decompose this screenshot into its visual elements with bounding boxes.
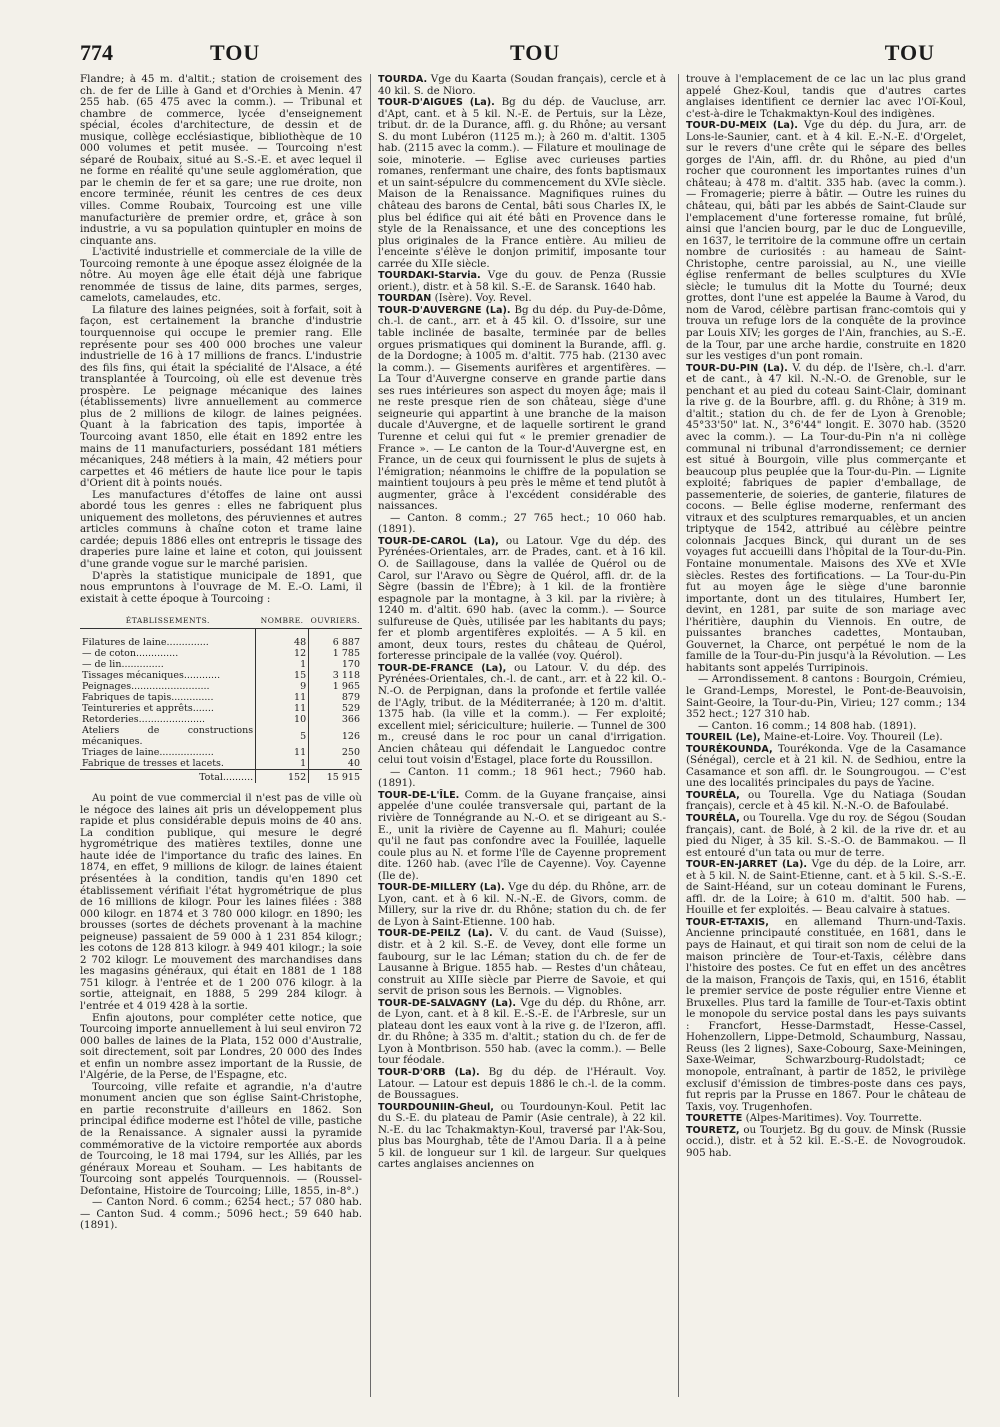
table-row xyxy=(80,692,362,703)
header-left: TOU xyxy=(210,40,261,65)
paragraph: D'après la statistique municipale de 1891, que nous empruntons à l'ouvrage de M. E.-O. Lami, il existait à cette époque à Tourcoing : xyxy=(80,569,362,605)
entry-text: ou Latour. V. du dép. des Pyrénées-Orientales, ch.-l. de cant., arr. et à 22 kil. O.-N.-O. de Perpignan, dans la profonde et fertile vallée de l'Agly, tribut. de la Méditerranée; à 120 m. d'altit. 1375 hab. (la ville et la comm.). — Fer exploité; excellent miel; sériciculture; huilerie. — Tunnel de 300 m., creusé dans le roc pour un canal d'irrigation. Ancien château qui défendait le Languedoc contre celui tout voisin d'Estagel, place forte du Roussillon. xyxy=(378,661,666,767)
entry-tourda xyxy=(378,74,666,97)
entry-tour-de-france xyxy=(378,663,666,767)
entry-tourdaki xyxy=(378,270,666,293)
headword: TOUR-D'AIGUES (La). xyxy=(378,97,495,109)
ouvriers-cell: 40 xyxy=(309,758,362,770)
headword: TOUR-DE-CAROL (La), xyxy=(378,535,499,547)
canton-stats: — Canton Nord. 6 comm.; 6254 hect.; 57 080 hab. — Canton Sud. 4 comm.; 5096 hect.; 59 640 hab. (1891). xyxy=(80,1196,362,1232)
ouvriers-cell: 6 887 xyxy=(309,629,362,649)
nombre-cell: 1 xyxy=(256,758,309,770)
headword: TOURETZ, xyxy=(686,1124,740,1136)
column-3 xyxy=(678,74,970,1397)
ouvriers-cell: 1 785 xyxy=(309,648,362,659)
ouvriers-cell: 366 xyxy=(309,714,362,725)
headword: TOUR-DE-PEILZ (La). xyxy=(378,928,493,940)
ouvriers-cell: 3 118 xyxy=(309,670,362,681)
entry-text: (Isère). Voy. Revel. xyxy=(431,292,532,305)
paragraph: trouve à l'emplacement de ce lac un lac plus grand appelé Ghez-Koul, tandis que d'autres cartes anglaises identifient ce dernier lac avec l'Oï-Koul, c'est-à-dire le Tchakmaktyn-Koul des indigènes. xyxy=(686,74,966,120)
paragraph: Flandre; à 45 m. d'altit.; station de croisement des ch. de fer de Lille à Gand et d'Orchies à Menin. 47 255 hab. (65 475 avec la comm.). — Tribunal et chambre de commerce, lycée d'enseignement spécial, écoles d'architecture, de dessin et de musique, collège ecclésiastique, bibliothèque de 10 000 volumes et petit musée. — Tourcoing n'est séparé de Roubaix, situé au S.-S.-E. et avec lequel il ne forme en réalité qu'une seule agglomération, que par le chemin de fer et sa gare; une rue droite, non encore terminée, réunit les centres de ces deux villes. Comme Roubaix, Tourcoing est une ville manufacturière de premier ordre, et, grâce à son industrie, a vu sa population quintupler en moins de cinquante ans. xyxy=(80,74,362,247)
page-number: 774 xyxy=(80,40,113,65)
header-right: TOU xyxy=(884,40,935,65)
entry-text: Vge du dép. de la Loire, arr. et à 5 kil. N. de Saint-Etienne, cant. et à 5 kil. S.-S.-E. de Saint-Héand, sur un coteau dominant le Furens, affl. dr. de la Loire; à 610 m. d'altit. 500 hab. — Houille et fer exploités. — Beau calvaire à statues. xyxy=(686,858,966,917)
establishment-name: Teintureries et apprêts....... xyxy=(82,703,214,715)
entry-tour-en-jarret xyxy=(686,859,966,917)
table-row xyxy=(80,747,362,758)
nombre-cell: 48 xyxy=(256,629,309,649)
ouvriers-cell: 170 xyxy=(309,659,362,670)
establishments-table xyxy=(80,613,362,783)
table-header: OUVRIERS. xyxy=(309,613,362,629)
paragraph: Enfin ajoutons, pour compléter cette notice, que Tourcoing importe annuellement à lui seul environ 72 000 balles de laines de la Plata, 152 000 d'Australie, soit directement, soit par Londres, 20 000 des Indes et enfin un nombre assez important de la Russie, de l'Algérie, de la Perse, de l'Espagne, etc. xyxy=(80,1011,362,1082)
entry-text: Tourékonda. Vge de la Casamance (Sénégal), cercle et à 21 kil. N. de Sedhiou, entre la Casamance et son affl. dr. le Soungrougou. — C'est une des localités principales du pays de Yacine. xyxy=(686,742,966,790)
entry-text: Vge du dép. du Jura, arr. de Lons-le-Saunier, cant. et à 4 kil. E.-N.-E. d'Orgelet, sur le revers d'une crête qui le sépare des belles gorges de l'Ain, affl. dr. du Rhône, au pied d'un rocher que couronnent les importantes ruines d'un château; à 478 m. d'altit. 335 hab. (avec la comm.). — Fromagerie; pierre à bâtir. — Outre les ruines du château, qui, bâti par les abbés de Saint-Claude sur l'emplacement d'une forteresse romaine, fut brûlé, ainsi que l'ancien bourg, par le duc de Longueville, en 1637, le territoire de la commune offre un certain nombre de curiosités : au hameau de Saint-Christophe, centre paroissial, au N., une vieille église renfermant de belles sculptures du XVIe siècle; le tumulus dit la Motte du Tourné; deux grottes, dont l'une est appelée la Baume à Varod, du nom de Varod, célèbre partisan franc-comtois qui y trouva un refuge lors de la conquête de la province par Louis XIV; les gorges de l'Ain, franchies, au S.-E. de la Tour, par une arche hardie, construite en 1820 sur les vestiges d'un pont romain. xyxy=(686,119,966,363)
establishment-name: Fabrique de tresses et lacets. xyxy=(82,758,224,770)
entry-tour-du-pin xyxy=(686,363,966,675)
headword: TOURETTE xyxy=(686,1113,743,1125)
arrondissement-stats: — Arrondissement. 8 cantons : Bourgoin, Crémieu, le Grand-Lemps, Morestel, le Pont-de-Beauvoisin, Saint-Geoire, la Tour-du-Pin, Virieu; 127 comm.; 134 352 hect.; 127 310 hab. xyxy=(686,673,966,721)
entry-text: ou Tourella. Vge du Natiaga (Soudan français), cercle et à 45 kil. N.-N.-O. de Bafoulabé. xyxy=(686,788,966,813)
entry-tour-daigues xyxy=(378,97,666,270)
establishment-name: — de lin.............. xyxy=(82,659,164,671)
headword: TOUR-D'AUVERGNE (La). xyxy=(378,304,511,316)
nombre-cell: 12 xyxy=(256,648,309,659)
paragraph: Tourcoing, ville refaite et agrandie, n'a d'autre monument ancien que son église Saint-Christophe, en partie reconstruite d'ailleurs en 1862. Son principal édifice moderne est l'hôtel de ville, pastiche de la Renaissance. A signaler aussi la pyramide commémorative de la victoire remportée aux abords de Tourcoing, le 18 mai 1794, sur les Alliés, par les généraux Moreau et Souham. — Les habitants de Tourcoing sont appelés Tourquennois. — (Roussel-Defontaine, Histoire de Tourcoing; Lille, 1855, in-8°.) xyxy=(80,1080,362,1197)
ouvriers-cell: 1 965 xyxy=(309,681,362,692)
entry-text: Maine-et-Loire. Voy. Thoureil (Le). xyxy=(760,731,943,744)
table-row xyxy=(80,681,362,692)
ouvriers-cell: 879 xyxy=(309,692,362,703)
table-row xyxy=(80,659,362,670)
table-row xyxy=(80,703,362,714)
entry-touretz xyxy=(686,1125,966,1160)
headword: TOURDAN xyxy=(378,293,432,305)
headword: TOUR-DU-PIN (La). xyxy=(686,362,788,374)
canton-stats: — Canton. 11 comm.; 18 961 hect.; 7960 hab. (1891). xyxy=(378,765,666,790)
entry-text: Bg du dép. de Vaucluse, arr. d'Apt, cant. et à 5 kil. N.-E. de Pertuis, sur la Lèze, tribut. dr. de la Durance, affl. g. du Rhône; au versant S. du mont Lubéron (1125 m.); à 260 m. d'altit. 1305 hab. (2115 avec la comm.). — Filature et moulinage de soie, minoterie. — Eglise avec curieuses parties romanes, renfermant une chaire, des fonts baptismaux et un saint-sépulcre du commencement du XVIe siècle. Maison de la Renaissance. Magnifiques ruines du château des barons de Cental, bâti sous Charles IX, le plus bel édifice qui ait été bâti en Provence dans le style de la Renaissance, et une des conceptions les plus originales de la France entière. Au milieu de l'enceinte s'élève le donjon primitif, imposante tour carrée du XIIe siècle. xyxy=(378,96,666,270)
paragraph: L'activité industrielle et commerciale de la ville de Tourcoing remonte à une époque assez éloignée de la nôtre. Au moyen âge elle était déjà une fabrique renommée de tissus de laine, dits parmes, serges, camelots, camelaudes, etc. xyxy=(80,246,362,305)
entry-tour-dorb xyxy=(378,1067,666,1102)
headword: TOUREIL (Le), xyxy=(686,732,761,744)
paragraph: Au point de vue commercial il n'est pas de ville où le négoce des laines ait pris un développement plus rapide et plus considérable depuis moins de 40 ans. La condition publique, qui mesure le degré hygrométrique des matières textiles, donne une haute idée de l'importance du trafic des laines. En 1874, en effet, 9 millions de kilogr. de laines étaient présentées à la condition, tandis qu'en 1890 cet établissement vérifiait l'état hygrométrique de plus de 16 millions de kilogr. Pour les laines filées : 388 000 kilogr. en 1874 et 3 780 000 kilogr. en 1890; les brousses (sortes de déchets provenant à la machine peigneuse) passaient de 59 000 à 1 231 854 kilogr.; les cotons de 128 813 kilogr. à 949 401 kilogr.; la soie 2 702 kilogr. Le mouvement des marchandises dans les magasins généraux, qui était en 1881 de 1 188 751 kilogr. à l'entrée et de 1 200 076 kilogr. à la sortie, atteignait, en 1888, 5 299 284 kilogr. à l'entrée et 4 019 428 à la sortie. xyxy=(80,792,362,1012)
nombre-cell: 11 xyxy=(256,703,309,714)
ouvriers-cell: 126 xyxy=(309,725,362,747)
nombre-cell: 11 xyxy=(256,747,309,758)
establishment-name: Ateliers de constructions mécaniques. xyxy=(82,725,254,748)
establishment-name: Peignages.......................... xyxy=(82,681,210,693)
entry-text: en allemand Thurn-und-Taxis. Ancienne principauté constituée, en 1681, dans le pays de Hainaut, et qui tirait son nom de celui de la maison princière de Tour-et-Taxis, célèbre dans l'histoire des postes. Ce fut en effet un des ancêtres de la maison, François de Taxis, qui, en 1516, établit le premier service de poste régulier entre Vienne et Bruxelles. Plus tard la famille de Tour-et-Taxis obtint le monopole du service postal dans les pays suivants : Francfort, Hesse-Darmstadt, Hesse-Cassel, Hohenzollern, Lippe-Detmold, Schaumburg, Nassau, Reuss (les 2 lignes), Saxe-Cobourg, Saxe-Meiningen, Saxe-Weimar, Schwarzbourg-Rudolstadt; ce monopole, entraînant, à partir de 1852, le privilège exclusif d'émission de timbres-poste dans ces pays, fut repris par la Prusse en 1867. Pour le château de Taxis, voy. Trugenhofen. xyxy=(686,915,966,1113)
table-header: NOMBRE. xyxy=(256,613,309,629)
entry-text: ou Latour. Vge du dép. des Pyrénées-Orientales, arr. de Prades, cant. et à 16 kil. O. de Saillagouse, dans la vallée de Quérol ou de Carol, sur l'Aravo ou Sègre de Quérol, affl. dr. de la Sègre (bassin de l'Èbre); à 1 kil. de la frontière espagnole par la montagne, à 3 kil. par la rivière; à 1240 m. d'altit. 690 hab. (avec la comm.). — Source sulfureuse de Quès, utilisée par les habitants du pays; fer et plomb argentifères exploités. — A 5 kil. en amont, deux tours, restes du château de Quérol, forteresse principale de la vallée (voy. Quérol). xyxy=(378,534,666,663)
canton-stats: — Canton. 8 comm.; 27 765 hect.; 10 060 hab. (1891). xyxy=(378,511,666,536)
establishment-name: Retorderies...................... xyxy=(82,714,206,726)
headword: TOUR-D'ORB (La). xyxy=(378,1067,480,1079)
table-row xyxy=(80,758,362,770)
headword: TOUR-EN-JARRET (La). xyxy=(686,859,807,871)
entry-tour-de-peilz xyxy=(378,928,666,997)
entry-text: Vge du dép. du Rhône, arr. de Lyon, cant. et à 6 kil. N.-N.-E. de Givors, comm. de Millery, sur la rive dr. du Rhône; station du ch. de fer de Lyon à Saint-Etienne. 100 hab. xyxy=(378,881,667,928)
entry-text: V. du cant. de Vaud (Suisse), distr. et à 2 kil. S.-E. de Vevey, dont elle forme un faubourg, sur le lac Léman; station du ch. de fer de Lausanne à Brigue. 1855 hab. — Restes d'un château, construit au XIIIe siècle par Pierre de Savoie, et qui servit de prison sous les Bernois. — Vignobles. xyxy=(378,927,666,998)
headword: TOURÉLA, xyxy=(686,813,740,824)
headword: TOURDA. xyxy=(378,74,428,85)
table-row xyxy=(80,648,362,659)
entry-text: ou Tourjetz. Bg du gouv. de Minsk (Russie occid.), distr. et à 52 kil. E.-S.-E. de Novogroudok. 905 hab. xyxy=(686,1123,966,1159)
total-label: Total.......... xyxy=(80,770,256,784)
table-row xyxy=(80,725,362,747)
headword: TOUR-DU-MEIX (La). xyxy=(686,120,798,132)
establishment-name: Triages de laine.................. xyxy=(82,747,214,759)
paragraph: La filature des laines peignées, soit à forfait, soit à façon, est certainement la branche d'industrie tourquennoise qui occupe le premier rang. Elle représente pour ses 400 000 broches une valeur industrielle de 16 à 17 millions de francs. L'industrie des fils fins, qui était la spécialité de l'Alsace, a été transplantée à Tourcoing, où elle est devenue très prospère. Le peignage mécanique des laines (établissements) livre annuellement au commerce plus de 2 millions de kilogr. de laines peignées. Quant à la fabrication des tapis, importée à Tourcoing avant 1850, elle était en 1892 entre les mains de 11 manufacturiers, possédant 181 métiers mécaniques, 248 métiers à la main, 42 métiers pour carpettes et 46 métiers de haute lice pour le tapis d'Orient dit à points noués. xyxy=(80,303,362,490)
nombre-cell: 10 xyxy=(256,714,309,725)
headword: TOUR-ET-TAXIS, xyxy=(686,916,769,928)
headword: TOUR-DE-SALVAGNY (La). xyxy=(378,997,516,1009)
nombre-cell: 11 xyxy=(256,692,309,703)
entry-text: ou Tourdounyn-Koul. Petit lac du S.-E. du plateau de Pamir (Asie centrale), à 22 kil. N.-E. du lac Tchakmaktyn-Koul, traversé par l'Ak-Sou, plus bas Mourghab, tête de l'Amou Daria. Il a à peine 5 kil. de longueur sur 1 kil. de largeur. Sur quelques cartes anglaises anciennes on xyxy=(378,1100,666,1171)
header-center: TOU xyxy=(510,40,561,65)
column-2 xyxy=(370,74,670,1397)
entry-text: Vge du Kaarta (Soudan français), cercle et à 40 kil. S. de Nioro. xyxy=(378,74,666,97)
entry-tourela-1 xyxy=(686,790,966,813)
entry-text: V. du dép. de l'Isère, ch.-l. d'arr. et de cant., à 47 kil. N.-N.-O. de Grenoble, sur le penchant et au pied du coteau Saint-Clair, dominant la rive g. de la Bourbre, affl. g. du Rhône; à 319 m. d'altit.; station du ch. de fer de Lyon à Grenoble; 45°33'50" lat. N., 3°6'44" longit. E. 3070 hab. (3520 avec la comm.). — La Tour-du-Pin n'a ni collège communal ni tribunal d'arrondissement; ce dernier est situé à Bourgoin, ville plus commerçante et beaucoup plus peuplée que la Tour-du-Pin. — Lignite exploité; fabriques de papier d'emballage, de passementerie, de soieries, de ganterie, filatures de cocons. — Belle église moderne, renfermant des vitraux et des sculptures remarquables, et un ancien triptyque de 1542, attribué au célèbre peintre colonnais Jacques Binck, qui durant un de ses voyages fut accueilli dans l'hôpital de la Tour-du-Pin. Fontaine monumentale. Maisons des XVe et XVIe siècles. Restes des fortifications. — La Tour-du-Pin fut au moyen âge le siège d'une baronnie importante, dont un des titulaires, Humbert Ier, devint, en 1281, par suite de son mariage avec l'héritière, dauphin du Viennois. En outre, de puissantes branches cadettes, Montauban, Gouvernet, la Charce, ont perpétué le nom de la famille de la Tour-du-Pin jusqu'à la Révolution. — Les habitants sont appelés Turripinois. xyxy=(686,361,966,674)
table-total-row xyxy=(80,770,362,784)
nombre-cell: 9 xyxy=(256,681,309,692)
running-header xyxy=(80,40,945,72)
table-header: ÉTABLISSEMENTS. xyxy=(80,613,256,629)
nombre-cell: 15 xyxy=(256,670,309,681)
establishment-name: — de coton.............. xyxy=(82,648,179,660)
table-row xyxy=(80,714,362,725)
headword: TOURDAKI-Starvia. xyxy=(378,270,481,282)
headword: TOURÉKOUNDA, xyxy=(686,743,773,755)
entry-tour-de-millery xyxy=(378,882,666,928)
entry-tourekounda xyxy=(686,744,966,790)
entry-text: Vge du gouv. de Penza (Russie orient.), distr. et à 58 kil. S.-E. de Saransk. 1640 hab. xyxy=(378,269,666,293)
entry-tour-et-taxis xyxy=(686,917,966,1113)
table-row xyxy=(80,629,362,649)
entry-tour-du-meix xyxy=(686,120,966,362)
entry-text: ou Tourella. Vge du roy. de Ségou (Soudan français), cant. de Bolé, à 2 kil. de la rive dr. et au pied du Niger, à 35 kil. S.-S.-O. de Bammakou. — Il est entouré d'un tata ou mur de terre. xyxy=(686,812,966,859)
entry-text: Bg du dép. du Puy-de-Dôme, ch.-l. de cant., arr. et à 45 kil. O. d'Issoire, sur une table inclinée de basalte, terminée par de belles orgues prismatiques qui dominent la Burande, affl. g. de la Dordogne; à 1005 m. d'altit. 775 hab. (2130 avec la comm.). — Gisements aurifères et argentifères. — La Tour d'Auvergne conserve en grande partie dans ses rues intérieures son aspect du moyen âge; mais il ne reste presque rien de son château, siège d'une seigneurie qui appartint à une branche de la maison ducale d'Auvergne, et de laquelle sortirent le grand Turenne et celui qui fut « le premier grenadier de France ». — Le canton de la Tour-d'Auvergne est, en France, un de ceux qui fournissent le plus de sujets à l'émigration; néanmoins le chiffre de la population se maintient toujours à peu près le même et tend plutôt à augmenter, grâce à l'excédent considérable des naissances. xyxy=(378,303,666,513)
entry-text: Comm. de la Guyane française, ainsi appelée d'une coulée transversale qui, partant de la rivière de Tonnégrande au N.-O. et se dirigeant au S.-E., unit la rivière de Cayenne au fl. Mahuri; coulée qu'il ne faut pas confondre avec la Fouillée, laquelle coule plus au N. et forme l'île de Cayenne proprement dite. 1260 hab. (avec l'île de Cayenne). Voy. Cayenne (Ile de). xyxy=(378,788,666,882)
paragraph: Les manufactures d'étoffes de laine ont aussi abordé tous les genres : elles ne fabriquent plus uniquement des molletons, des péruviennes et autres articles communs à chaîne coton et trame laine cardée; depuis 1886 elles ont entrepris le tissage des draperies pure laine et laine et coton, qui jouissent d'une grande vogue sur le marché parisien. xyxy=(80,488,362,570)
headword: TOUR-DE-MILLERY (La). xyxy=(378,882,505,894)
establishment-name: Filatures de laine.............. xyxy=(82,637,209,649)
establishment-name: Fabriques de tapis.............. xyxy=(82,692,214,704)
entry-tourdouniin xyxy=(378,1102,666,1171)
entry-tourela-2 xyxy=(686,813,966,859)
headword: TOURÉLA, xyxy=(686,789,740,801)
headword: TOUR-DE-L'ÎLE. xyxy=(378,789,460,801)
ouvriers-cell: 250 xyxy=(309,747,362,758)
canton-stats: — Canton. 16 comm.; 14 808 hab. (1891). xyxy=(698,719,917,732)
entry-tour-dauvergne xyxy=(378,305,666,513)
nombre-cell: 5 xyxy=(256,725,309,747)
total-nombre: 152 xyxy=(256,770,309,784)
column-1 xyxy=(80,74,370,1397)
headword: TOUR-DE-FRANCE (La), xyxy=(378,662,507,674)
entry-tour-de-salvagny xyxy=(378,998,666,1067)
entry-text: Vge du dép. du Rhône, arr. de Lyon, cant. et à 8 kil. E.-S.-E. de l'Arbresle, sur un plateau dont les eaux vont à la rive g. de l'Izeron, affl. dr. du Rhône; à 335 m. d'altit.; station du ch. de fer de Lyon à Montbrison. 550 hab. (avec la comm.). — Belle tour féodale. xyxy=(378,996,666,1067)
entry-text: Bg du dép. de l'Hérault. Voy. Latour. — Latour est depuis 1886 le ch.-l. de la comm. de Boussagues. xyxy=(378,1066,666,1102)
table-row xyxy=(80,670,362,681)
nombre-cell: 1 xyxy=(256,659,309,670)
entry-text: (Alpes-Maritimes). Voy. Tourrette. xyxy=(742,1112,922,1125)
total-ouvriers: 15 915 xyxy=(309,770,362,784)
headword: TOURDOUNIIN-Gheul, xyxy=(378,1101,494,1113)
establishment-name: Tissages mécaniques............ xyxy=(82,670,221,682)
ouvriers-cell: 529 xyxy=(309,703,362,714)
entry-tour-de-lile xyxy=(378,790,666,882)
entry-tour-de-carol xyxy=(378,536,666,663)
